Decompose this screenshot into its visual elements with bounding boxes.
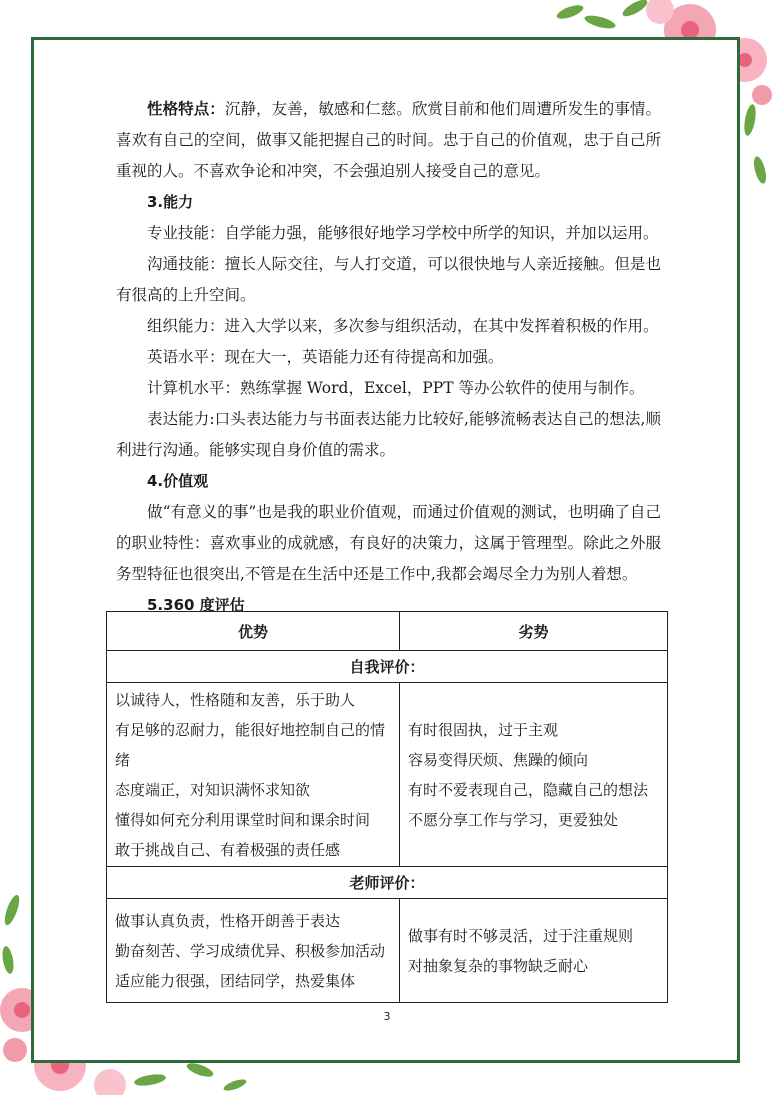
list-item: 以诚待人，性格随和友善，乐于助人	[115, 690, 356, 709]
col-header-strengths: 优势	[107, 612, 400, 651]
ability-computer: 计算机水平：熟练掌握 Word，Excel，PPT 等办公软件的使用与制作。	[147, 379, 645, 397]
list-item: 有时很固执，过于主观	[408, 720, 559, 739]
list-item: 态度端正，对知识满怀求知欲	[115, 780, 311, 799]
self-eval-title: 自我评价：	[107, 651, 668, 683]
ability-professional: 专业技能：自学能力强，能够很好地学习学校中所学的知识，并加以运用。	[147, 224, 659, 242]
section4-heading: 4.价值观	[147, 472, 209, 490]
list-item: 不愿分享工作与学习，更爱独处	[408, 810, 619, 829]
teacher-eval-title: 老师评价：	[107, 867, 668, 899]
self-weaknesses-cell	[400, 683, 668, 867]
personality-text: 沉静，友善，敏感和仁慈。欣赏目前和他们周遭所发生的事情。喜欢有自己的空间，做事又能把握自己的时间。忠于自己的价值观，忠于自己所重视的人。不喜欢争论和冲突，不会强迫别人接受自己的意见。	[116, 100, 661, 180]
list-item: 容易变得厌烦、焦躁的倾向	[408, 750, 589, 769]
list-item: 适应能力很强，团结同学，热爱集体	[115, 971, 356, 990]
page-content	[116, 93, 661, 621]
table-row	[107, 683, 668, 867]
list-item: 有足够的忍耐力，能很好地控制自己的情绪	[115, 720, 386, 769]
table-row	[107, 899, 668, 1003]
ability-expression: 表达能力:口头表达能力与书面表达能力比较好,能够流畅表达自己的想法,顺利进行沟通。能够实现自身价值的需求。	[116, 410, 661, 459]
list-item: 勤奋刻苦、学习成绩优异、积极参加活动	[115, 941, 386, 960]
personality-label: 性格特点：	[147, 99, 225, 118]
ability-communication: 沟通技能：擅长人际交往，与人打交道，可以很快地与人亲近接触。但是也有很高的上升空间。	[116, 255, 661, 304]
list-item: 做事有时不够灵活，过于注重规则	[408, 926, 634, 945]
col-header-weaknesses: 劣势	[400, 612, 668, 651]
evaluation-table	[106, 611, 668, 1003]
page-number: 3	[383, 1010, 391, 1023]
self-strengths-cell	[107, 683, 400, 867]
list-item: 懂得如何充分利用课堂时间和课余时间	[115, 810, 371, 829]
list-item: 做事认真负责，性格开朗善于表达	[115, 911, 341, 930]
teacher-weaknesses-cell	[400, 899, 668, 1003]
list-item: 敢于挑战自己、有着极强的责任感	[115, 840, 341, 859]
ability-organization: 组织能力：进入大学以来，多次参与组织活动，在其中发挥着积极的作用。	[147, 317, 659, 335]
table-section-row	[107, 867, 668, 899]
ability-english: 英语水平：现在大一，英语能力还有待提高和加强。	[147, 348, 504, 366]
section3-heading: 3.能力	[147, 193, 194, 211]
list-item: 对抽象复杂的事物缺乏耐心	[408, 956, 589, 975]
table-section-row	[107, 651, 668, 683]
list-item: 有时不爱表现自己，隐藏自己的想法	[408, 780, 649, 799]
teacher-strengths-cell	[107, 899, 400, 1003]
values-paragraph: 做“有意义的事”也是我的职业价值观，而通过价值观的测试，也明确了自己的职业特性：喜欢事业的成就感，有良好的决策力，这属于管理型。除此之外服务型特征也很突出,不管是在生活中还是工作中,我都会竭尽全力为别人着想。	[116, 503, 661, 583]
table-header-row	[107, 612, 668, 651]
section5-heading: 5.360 度评估	[147, 596, 245, 614]
personality-paragraph	[116, 93, 661, 187]
